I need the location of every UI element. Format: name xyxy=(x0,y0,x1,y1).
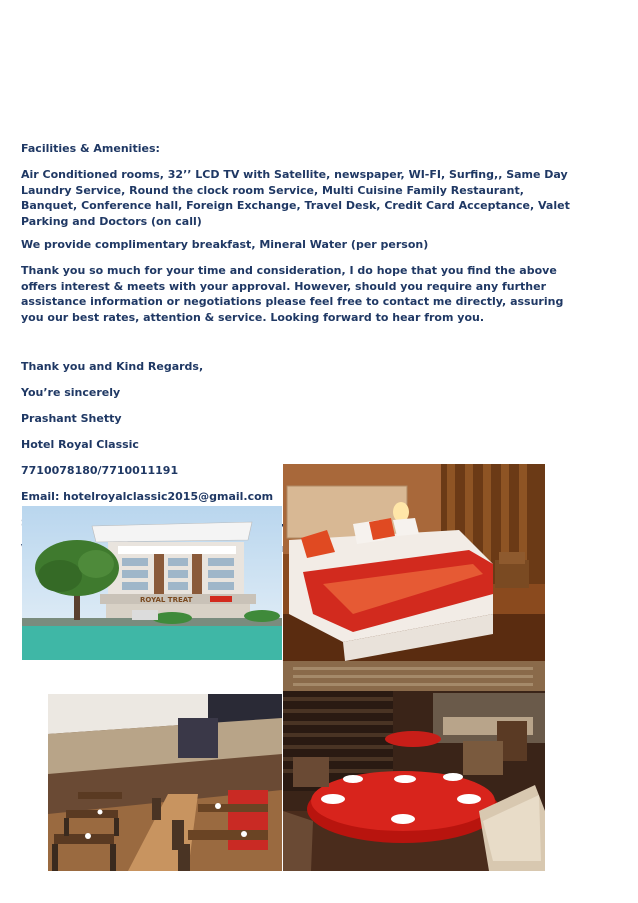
thanks-paragraph: Thank you so much for your time and consideration, I do hope that you find the above offers interest & meets with your approval. However, should you require any further assistance information or negotiations please feel free to contact me directly, assuring you our best rates, attention & service. Looking forward to hear from you. xyxy=(21,264,564,324)
closing-line: Thank you and Kind Regards, xyxy=(21,360,204,373)
sender-name: Prashant Shetty xyxy=(21,412,122,425)
hotel-room-photo xyxy=(283,464,545,661)
facilities-heading: Facilities & Amenities: xyxy=(21,142,160,155)
restaurant-interior-photo xyxy=(48,694,282,871)
sincerely-line: You’re sincerely xyxy=(21,386,121,399)
hotel-exterior-photo xyxy=(22,506,282,660)
phone-numbers: 7710078180/7710011191 xyxy=(21,464,179,477)
restaurant-dining-photo xyxy=(283,661,545,871)
hotel-name: Hotel Royal Classic xyxy=(21,438,139,451)
email-line: Email: hotelroyalclassic2015@gmail.com xyxy=(21,490,274,503)
exterior-sign-text: ROYAL TREAT xyxy=(140,596,193,604)
breakfast-paragraph: We provide complimentary breakfast, Mineral Water (per person) xyxy=(21,238,429,251)
amenities-paragraph: Air Conditioned rooms, 32’’ LCD TV with Satellite, newspaper, WI-FI, Surfing,, Same Day Laundry Service, Round the clock room Service, Multi Cuisine Family Restaurant, Banquet, Conference hall, Foreign Exchange, Travel Desk, Credit Card Acceptance, Valet Parking and Doctors (on call) xyxy=(21,168,570,228)
